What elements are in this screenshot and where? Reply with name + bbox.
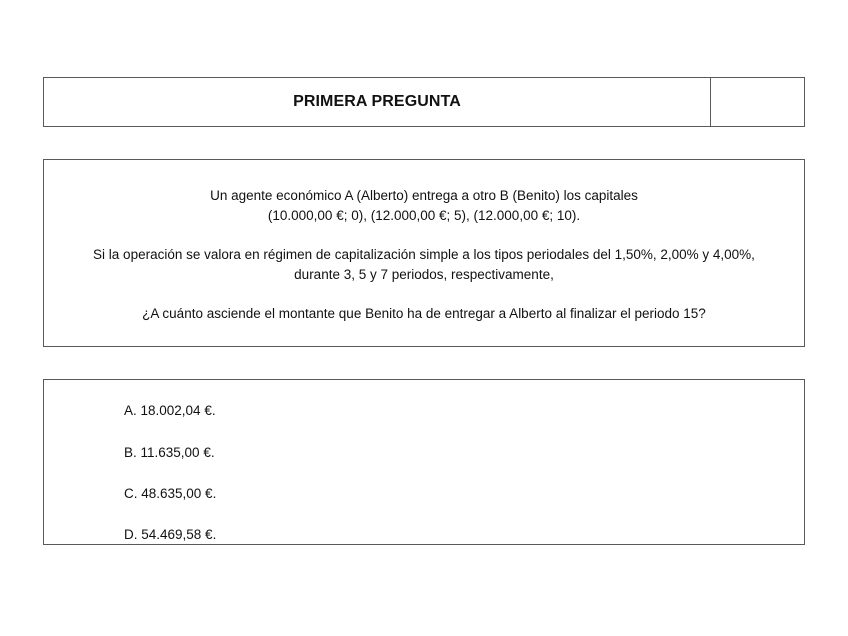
question-line: ¿A cuánto asciende el montante que Benito ha de entregar a Alberto al finalizar el periodo 15? xyxy=(142,306,706,321)
question-line: Un agente económico A (Alberto) entrega a otro B (Benito) los capitales xyxy=(210,188,638,203)
question-conditions xyxy=(44,245,804,285)
answer-option-a[interactable]: A. 18.002,04 €. xyxy=(124,403,216,418)
title-bar xyxy=(43,77,805,127)
title-side-cell xyxy=(711,78,804,126)
question-line: Si la operación se valora en régimen de capitalización simple a los tipos periodales del 1,50%, 2,00% y 4,00%, xyxy=(93,247,755,262)
answer-option-c[interactable]: C. 48.635,00 €. xyxy=(124,486,217,501)
question-line: durante 3, 5 y 7 periodos, respectivamente, xyxy=(294,267,554,282)
question-prompt xyxy=(44,304,804,324)
page-title: PRIMERA PREGUNTA xyxy=(44,78,711,126)
answer-options-box xyxy=(43,379,805,545)
question-statement xyxy=(44,186,804,226)
question-box xyxy=(43,159,805,347)
question-line: (10.000,00 €; 0), (12.000,00 €; 5), (12.000,00 €; 10). xyxy=(267,208,581,223)
answer-option-d[interactable]: D. 54.469,58 €. xyxy=(124,527,217,542)
answer-option-b[interactable]: B. 11.635,00 €. xyxy=(124,445,215,460)
